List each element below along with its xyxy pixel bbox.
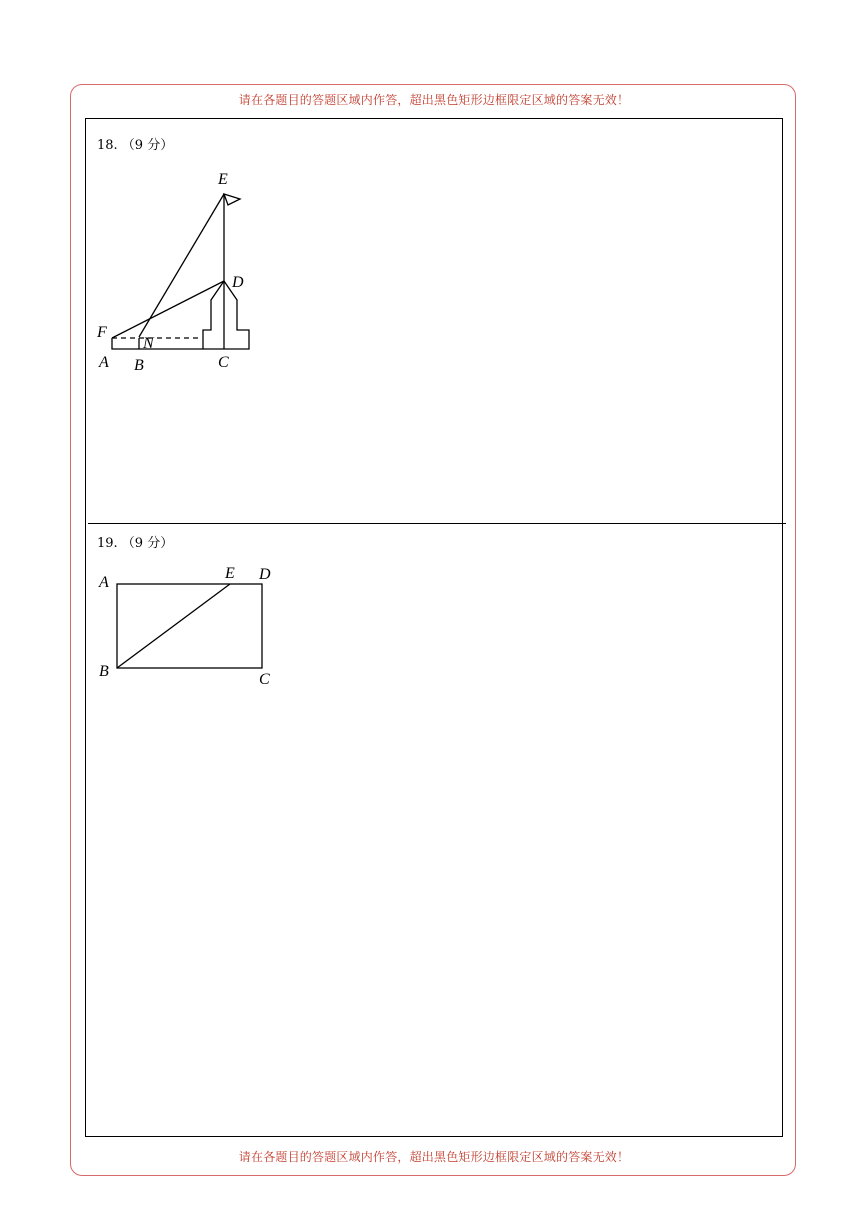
ground-and-base (112, 281, 249, 349)
point-E-label: E (218, 171, 228, 188)
figure-18 (112, 194, 249, 349)
point-A-label: A (99, 354, 109, 371)
question-18-label: 18. （9 分） (97, 138, 174, 153)
bottom-notice: 请在各题目的答题区域内作答，超出黑色矩形边框限定区域的答案无效！ (238, 1150, 630, 1164)
segment-BE (117, 584, 230, 668)
point-B-label: B (134, 357, 144, 374)
point-N-label: N (143, 335, 154, 352)
point-A-label: A (99, 574, 109, 591)
point-D-label: D (232, 274, 244, 291)
top-notice: 请在各题目的答题区域内作答，超出黑色矩形边框限定区域的答案无效！ (238, 93, 630, 107)
figure-19 (117, 584, 262, 668)
point-B-label: B (99, 663, 109, 680)
point-F-label: F (97, 324, 107, 341)
point-C-label: C (259, 671, 270, 688)
flag (224, 194, 240, 205)
point-C-label: C (218, 354, 229, 371)
question-19-label: 19. （9 分） (97, 536, 174, 551)
rectangle-ABCD (117, 584, 262, 668)
point-E-label: E (225, 565, 235, 582)
point-D-label: D (259, 566, 271, 583)
